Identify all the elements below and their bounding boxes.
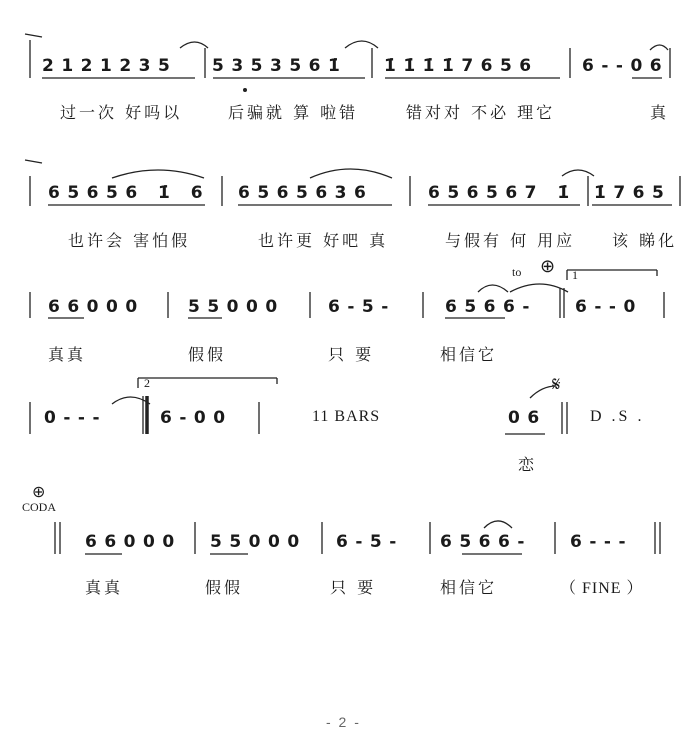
row1-lyric3: 错对对 不必 理它 [406,103,556,122]
slur [345,41,378,48]
row1-lyric2: 后骗就 算 啦错 [228,103,359,122]
row3-lyric2: 假假 [188,345,227,364]
coda-symbol-icon: ⊕ [540,256,556,277]
row5-lyric4: 相信它 [440,578,498,597]
volta-2-label: 2 [144,376,150,390]
row3-measure2: 55000 [188,297,285,317]
slur [180,42,208,48]
row3-measure4: 6566- [445,297,537,317]
row5-measure2: 55000 [210,532,307,552]
row1-measure3: 1̇1̇1̇1̇7656 [384,56,539,76]
slur [478,285,508,292]
row1-lyric1: 过一次 好吗以 [60,103,183,122]
coda-symbol-icon: ⊕ [32,482,46,501]
slur [112,170,204,178]
row1-measure4: 6--06 [582,56,670,76]
row5-lyric1: 真真 [85,578,124,597]
row5-lyric3: 只 要 [330,578,377,597]
row2-measure1: 65656 1̇ 6 [48,183,211,203]
row4-measure3: 06 [508,408,547,428]
row2-lyric4: 该 睇化 [612,231,678,250]
row5-lyric2: 假假 [205,578,244,597]
slur [510,284,568,292]
slur [650,45,668,50]
row5-measure1: 66000 [85,532,182,552]
row1-lyric4: 真 [650,103,670,122]
slur [484,521,512,528]
row2-measure4: 1̇765 [594,183,672,203]
row4-lyric1: 恋 [518,455,538,474]
row3-lyric3: 只 要 [328,345,375,364]
to-coda-mark: to [512,265,522,279]
row5-measure4: 6566- [440,532,532,552]
page-number: - 2 - [326,714,361,730]
coda-label: CODA [22,500,57,514]
row1-measure1: 2121235 [42,56,178,76]
fine-label: （ FINE ） [560,580,644,597]
eleven-bars-label: 11 BARS [312,408,381,425]
ds-label: D .S . [590,408,645,425]
slur [562,170,594,176]
row3-measure1: 66000 [48,297,145,317]
segno-icon: 𝄋 [552,372,561,396]
row5-measure5: 6--- [570,532,633,552]
row4-measure1: 0--- [44,408,107,428]
row2-measure2: 6565636 [238,183,374,203]
row3-lyric4: 相信它 [440,345,498,364]
row2-lyric2: 也许更 好吧 真 [258,231,389,250]
row2-lyric1: 也许会 害怕假 [68,231,191,250]
volta-1-label: 1 [572,268,578,282]
row5-measure3: 6-5- [336,532,404,552]
slur [310,169,392,178]
row2-lyric3: 与假有 何 用应 [445,231,576,250]
row4-measure2: 6-00 [160,408,233,428]
slur [112,397,150,404]
row2-measure3: 656567 1̇ [428,183,577,203]
row3-measure5: 6--0 [575,297,643,317]
row3-measure3: 6-5- [328,297,396,317]
row3-lyric1: 真真 [48,345,87,364]
row1-measure2: 5353561̇ [212,56,348,76]
